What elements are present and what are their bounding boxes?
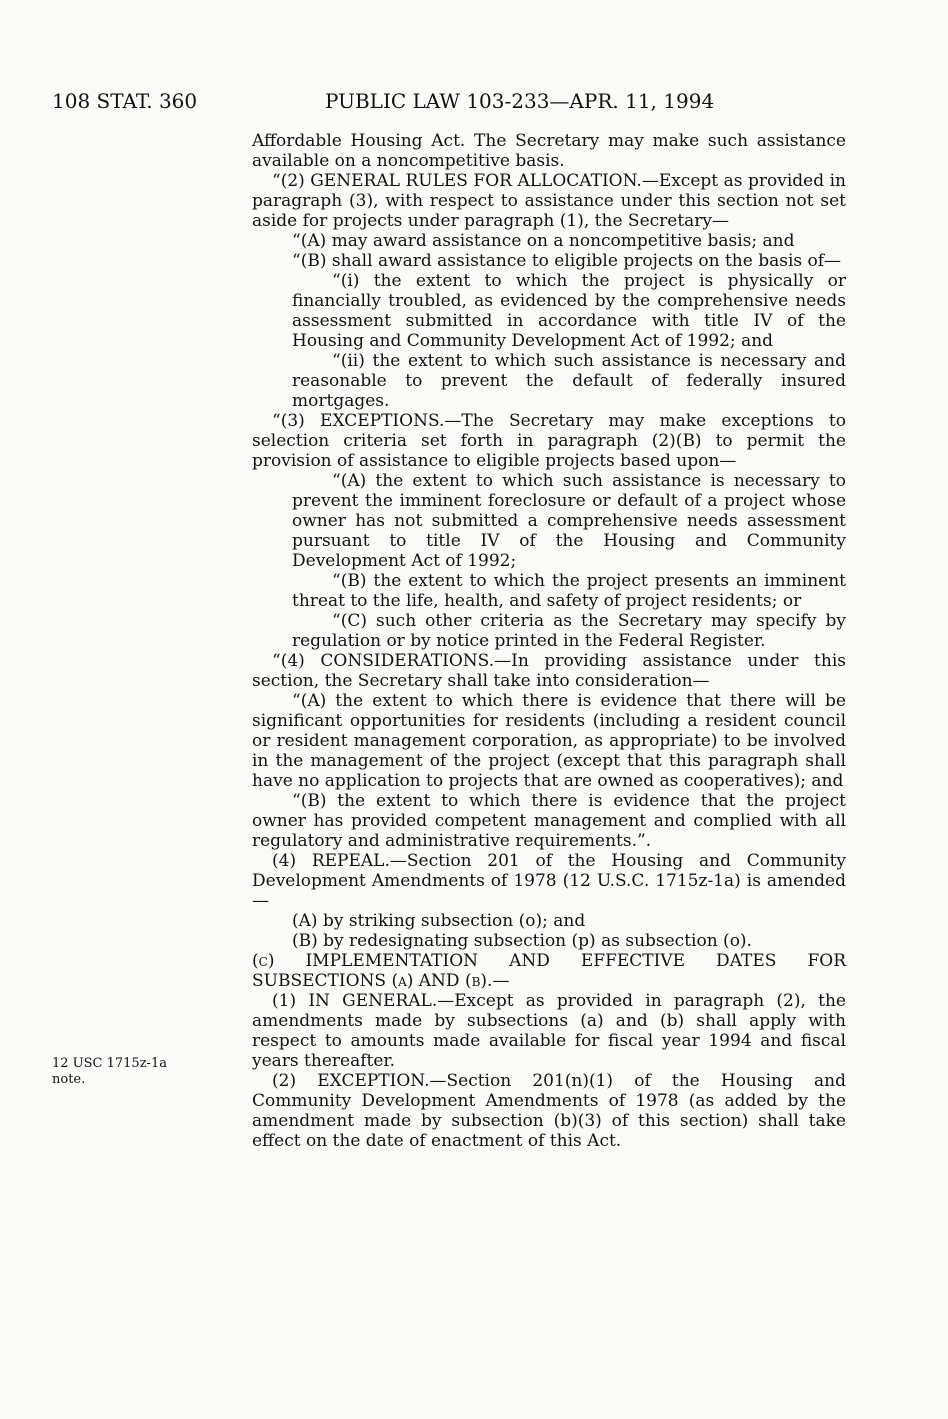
text-general-rules: —Except as provided in paragraph (3), with respect to assistance under this section not set aside for projects under paragraph (1), the Secretary— [252, 171, 846, 231]
statute-page-number: 108 STAT. 360 [52, 89, 198, 113]
public-law-title: PUBLIC LAW 103-233—APR. 11, 1994 [325, 89, 715, 113]
subparagraph-group-3 [252, 471, 846, 651]
subparagraph-3a: “(A) the extent to which such assistance is necessary to prevent the imminent foreclosure or default of a project whose owner has not submitted a comprehensive needs assessment pursuant to title IV of the Housing and Community Development Act of 1992; [292, 471, 846, 571]
heading-exception: (2) EXCEPTION. [272, 1071, 430, 1091]
subparagraph-3c: “(C) such other criteria as the Secretary may specify by regulation or by notice printed in the Federal Register. [292, 611, 846, 651]
text-considerations: —In providing assistance under this section, the Secretary shall take into consideration— [252, 651, 846, 691]
subparagraph-2a: “(A) may award assistance on a noncompetitive basis; and [292, 231, 795, 251]
clause-2b-i: “(i) the extent to which the project is physically or financially troubled, as evidenced by the comprehensive needs assessment submitted in accordance with title IV of the Housing and Community Development Act of 1992; and [292, 271, 846, 351]
text-in-general: —Except as provided in paragraph (2), the amendments made by subsections (a) and (b) shall apply with respect to amounts made available for fiscal year 1994 and fiscal years thereafter. [252, 991, 846, 1071]
margin-citation-note: note. [52, 1072, 86, 1087]
page-header [52, 86, 912, 116]
text-repeal: —Section 201 of the Housing and Community Development Amendments of 1978 (12 U.S.C. 1715z-1a) is amended— [252, 851, 847, 911]
paragraph-general-rules [252, 171, 846, 231]
text-exception: —Section 201(n)(1) of the Housing and Community Development Amendments of 1978 (as added by the amendment made by subsection (b)(3) of this section) shall take effect on the date of enactment of this Act. [252, 1071, 846, 1151]
paragraph-in-general [252, 991, 846, 1071]
subsection-c [212, 951, 846, 991]
heading-considerations: “(4) CONSIDERATIONS. [272, 651, 495, 671]
repeal-item-a: (A) by striking subsection (o); and [292, 911, 586, 931]
heading-general-rules: “(2) GENERAL RULES FOR ALLOCATION. [272, 171, 642, 191]
subparagraph-2b: “(B) shall award assistance to eligible projects on the basis of— [292, 251, 842, 271]
paragraph-exceptions [252, 411, 846, 471]
paragraph-repeal [252, 851, 846, 911]
margin-citation [52, 1056, 167, 1088]
subparagraph-4a: “(A) the extent to which there is evidence that there will be significant opportunities for residents (including a resident council or resident management corporation, as appropriate) to be involved in the management of the project (except that this paragraph shall have no application to projects that are owned as cooperatives); and [252, 691, 846, 791]
statute-text [252, 131, 846, 1151]
heading-repeal: (4) REPEAL. [272, 851, 390, 871]
margin-citation-code: 12 USC 1715z-1a [52, 1056, 167, 1071]
subparagraph-4b: “(B) the extent to which there is evidence that the project owner has provided competent management and complied with all regulatory and administrative requirements.”. [252, 791, 846, 851]
heading-in-general: (1) IN GENERAL. [272, 991, 438, 1011]
text-exceptions: —The Secretary may make exceptions to selection criteria set forth in paragraph (2)(B) to permit the provision of assistance to eligible projects based upon— [252, 411, 847, 471]
repeal-item-b: (B) by redesignating subsection (p) as subsection (o). [292, 931, 752, 951]
subparagraph-3b: “(B) the extent to which the project presents an imminent threat to the life, health, and safety of project residents; or [292, 571, 846, 611]
paragraph-exception [252, 1071, 846, 1151]
text-subsection-c: — [492, 971, 510, 991]
paragraph-considerations [252, 651, 846, 691]
clause-group-2b [252, 271, 846, 411]
heading-subsection-c: (c) IMPLEMENTATION AND EFFECTIVE DATES FOR SUBSECTIONS (a) AND (b). [252, 951, 846, 991]
heading-exceptions: “(3) EXCEPTIONS. [272, 411, 445, 431]
paragraph-continuation: Affordable Housing Act. The Secretary may make such assistance available on a noncompetitive basis. [252, 131, 846, 171]
clause-2b-ii: “(ii) the extent to which such assistance is necessary and reasonable to prevent the default of federally insured mortgages. [292, 351, 846, 411]
